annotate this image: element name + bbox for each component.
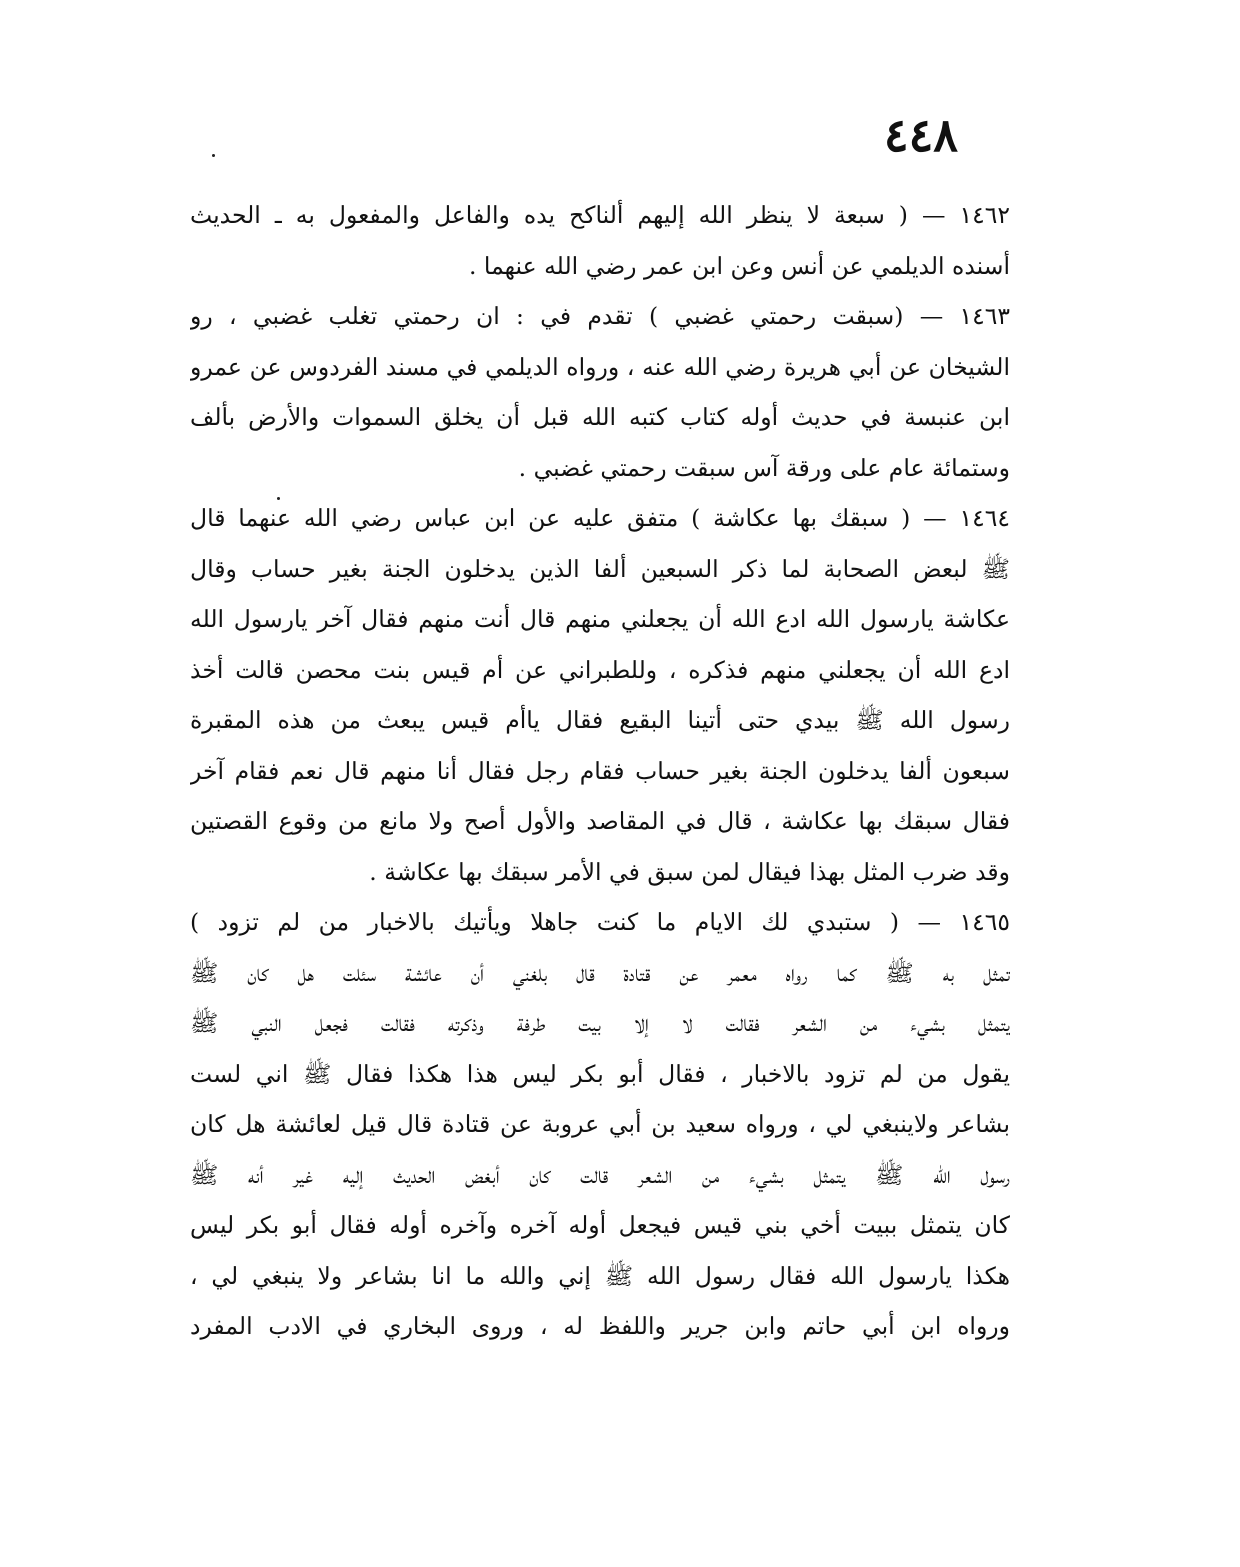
text-line-21: كان يتمثل ببيت أخي بني قيس فيجعل أوله آخره وآخره أوله فقال أبو بكر ليس <box>190 1211 1010 1239</box>
page-number: ٤٤٨ <box>883 108 958 162</box>
text-line-18: يقول من لم تزود بالاخبار ، فقال أبو بكر ليس هذا هكذا فقال ﷺ اني لست <box>190 1059 1010 1088</box>
text-line-5: ابن عنبسة في حديث أوله كتاب كتبه الله قبل أن يخلق السموات والأرض بألف <box>190 403 1010 431</box>
text-line-22: هكذا يارسول الله فقال رسول الله ﷺ إني والله ما انا بشاعر ولا ينبغي لي ، <box>190 1261 1010 1290</box>
text-line-11: رسول الله ﷺ بيدي حتى أتينا البقيع فقال ياأم قيس يبعث من هذه المقبرة <box>190 706 1010 734</box>
text-line-13: فقال سبقك بها عكاشة ، قال في المقاصد والأول أصح ولا مانع من وقوع القصتين <box>190 807 1010 835</box>
text-line-19: بشاعر ولاينبغي لي ، ورواه سعيد بن أبي عروبة عن قتادة قال قيل لعائشة هل كان <box>190 1110 1010 1138</box>
text-line-6: وستمائة عام على ورقة آس سبقت رحمتي غضبي . <box>518 453 1010 482</box>
scan-speck <box>212 154 215 157</box>
text-line-10: ادع الله أن يجعلني منهم فذكره ، وللطبراني عن أم قيس بنت محصن قالت أخذ <box>190 655 1010 684</box>
text-line-4: الشيخان عن أبي هريرة رضي الله عنه ، ورواه الديلمي في مسند الفردوس عن عمرو <box>190 352 1010 381</box>
text-line-23: ورواه ابن أبي حاتم وابن جرير واللفظ له ، وروى البخاري في الادب المفرد <box>190 1312 1010 1340</box>
text-line-7: ١٤٦٤ — ( سبقك بها عكاشة ) متفق عليه عن ابن عباس رضي الله عنهما قال <box>190 504 1010 532</box>
text-line-20: رسول الله ﷺ يتمثل بشيء من الشعر قالت كان أبغض الحديث إليه غير أنه ﷺ <box>190 1160 1010 1189</box>
text-line-2: أسنده الديلمي عن أنس وعن ابن عمر رضي الله عنهما . <box>468 251 1010 280</box>
text-line-9: عكاشة يارسول الله ادع الله أن يجعلني منهم قال أنت منهم فقال آخر يارسول الله <box>190 605 1010 633</box>
text-line-1: ١٤٦٢ — ( سبعة لا ينظر الله إليهم ألناكح يده والفاعل والمفعول به ـ الحديث <box>190 201 1010 229</box>
text-line-16: تمثل به ﷺ كما رواه معمر عن قتادة قال بلغني أن عائشة سئلت هل كان ﷺ <box>190 958 1010 987</box>
text-line-12: سبعون ألفا يدخلون الجنة بغير حساب فقام رجل فقال أنا منهم قال نعم فقام آخر <box>190 756 1010 785</box>
text-line-8: ﷺ لبعض الصحابة لما ذكر السبعين ألفا الذين يدخلون الجنة بغير حساب وقال <box>190 554 1010 583</box>
text-line-17: يتمثل بشيء من الشعر فقالت لا إلا بيت طرفة وذكرته فقالت فجعل النبي ﷺ <box>190 1009 1010 1037</box>
text-line-14: وقد ضرب المثل بهذا فيقال لمن سبق في الأمر سبقك بها عكاشة . <box>369 857 1010 886</box>
body-text <box>190 190 1010 1352</box>
text-line-15: ١٤٦٥ — ( ستبدي لك الايام ما كنت جاهلا ويأتيك بالاخبار من لم تزود ) <box>190 908 1010 936</box>
text-line-3: ١٤٦٣ — (سبقت رحمتي غضبي ) تقدم في : ان رحمتي تغلب غضبي ، رو <box>190 302 1010 330</box>
